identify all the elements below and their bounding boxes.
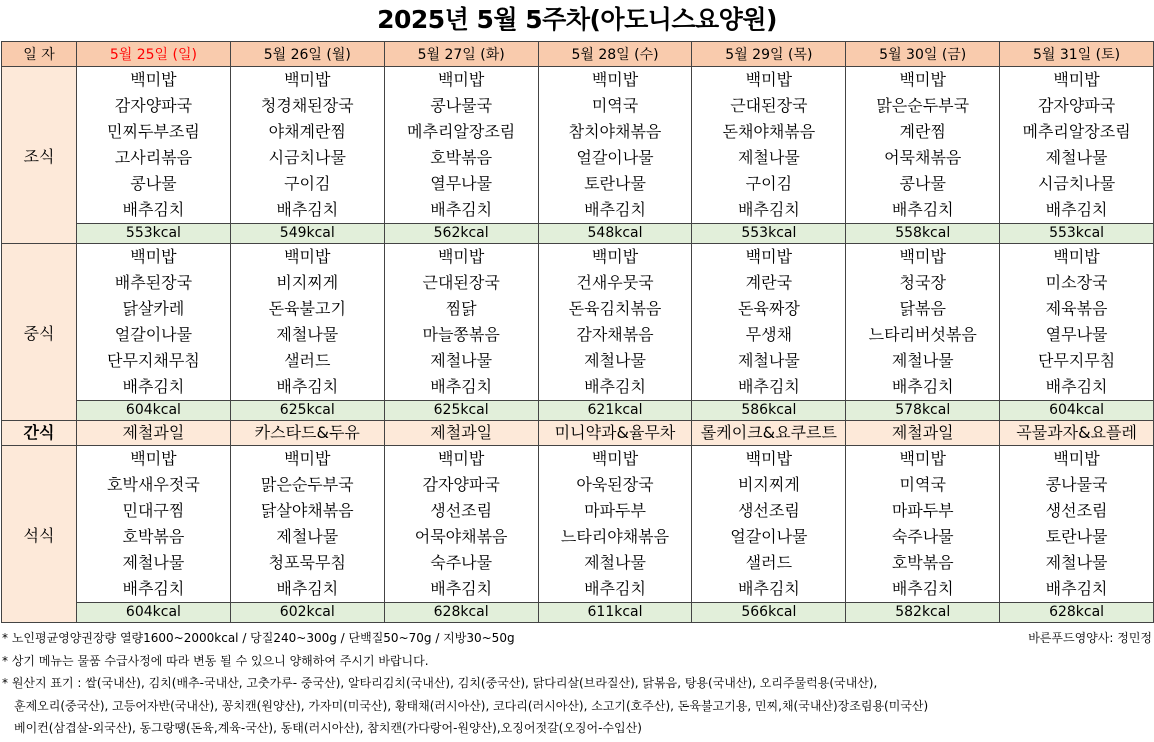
- snack-row: [2, 421, 1154, 446]
- menu-item: 백미밥: [284, 449, 331, 468]
- menu-item: 제철나물: [430, 351, 493, 370]
- menu-item: 찜닭: [445, 299, 477, 318]
- menu-item: 배추김치: [430, 579, 493, 598]
- menu-item: 야채계란찜: [268, 122, 346, 141]
- menu-item: 계란찜: [899, 122, 946, 141]
- menu-item: 느타리버섯볶음: [868, 325, 977, 344]
- menu-item: 호박볶음: [122, 527, 185, 546]
- menu-item: 배추김치: [737, 200, 800, 219]
- menu-item: 느타리야채볶음: [560, 527, 670, 546]
- menu-item: 백미밥: [130, 247, 177, 266]
- nutritionist-name: 바른푸드영양사: 정민정: [1028, 631, 1152, 645]
- menu-item: 마파두부: [584, 501, 646, 520]
- menu-item: 콩나물: [899, 174, 946, 193]
- lunch-kcal-1: 625kcal: [230, 401, 384, 421]
- lunch-kcal-0: 604kcal: [77, 401, 231, 421]
- lunch-kcal-6: 604kcal: [1000, 401, 1154, 421]
- menu-item: 배추김치: [122, 579, 185, 598]
- menu-item: 민찌두부조림: [107, 122, 200, 141]
- origin-note-line-3: 베이컨(삼겹살-외국산), 동그랑땡(돈육,계육-국산), 동태(러시아산), 참치캔(가다랑어-원양산),오징어젓갈(오징어-수입산): [14, 721, 642, 735]
- menu-item: 백미밥: [284, 70, 331, 89]
- dinner-day-6: [1000, 446, 1154, 603]
- dinner-label: 석식: [2, 446, 77, 623]
- lunch-day-4: [692, 244, 846, 401]
- menu-item: 배추김치: [276, 579, 339, 598]
- lunch-day-2: [384, 244, 538, 401]
- lunch-day-1: [230, 244, 384, 401]
- dinner-kcal-1: 602kcal: [230, 603, 384, 623]
- menu-item: 샐러드: [284, 351, 331, 370]
- date-header-0: 5월 25일 (일): [77, 42, 231, 67]
- menu-item: 감자양파국: [114, 96, 193, 115]
- menu-item: 돈채야채볶음: [722, 122, 816, 141]
- menu-item: 청포묵무침: [268, 553, 346, 572]
- menu-item: 제철나물: [891, 351, 954, 370]
- menu-item: 근대된장국: [422, 273, 500, 292]
- menu-item: 제철나물: [1045, 148, 1108, 167]
- nutrition-note: * 노인평균영양권장량 열량1600~2000kcal / 당질240~300g / 단백질50~70g / 지방30~50g: [2, 631, 515, 645]
- menu-item: 미소장국: [1045, 273, 1108, 292]
- breakfast-day-6: [1000, 67, 1154, 224]
- menu-item: 생선조림: [1045, 501, 1108, 520]
- menu-item: 어묵채볶음: [884, 148, 962, 167]
- dinner-kcal-4: 566kcal: [692, 603, 846, 623]
- date-header-1: 5월 26일 (월): [230, 42, 384, 67]
- menu-item: 청국장: [899, 273, 946, 292]
- menu-item: 배추김치: [276, 377, 339, 396]
- menu-item: 건새우뭇국: [576, 273, 654, 292]
- change-notice: * 상기 메뉴는 물품 수급사정에 따라 변동 될 수 있으니 양해하여 주시기 바랍니다.: [2, 653, 429, 668]
- date-header-5: 5월 30일 (금): [846, 42, 1000, 67]
- snack-day-6: 곡물과자&요플레: [1000, 421, 1154, 446]
- menu-item: 아욱된장국: [576, 475, 654, 494]
- snack-day-2: 제철과일: [384, 421, 538, 446]
- menu-item: 백미밥: [745, 247, 793, 266]
- lunch-day-0: [77, 244, 231, 401]
- menu-item: 백미밥: [745, 449, 793, 468]
- menu-item: 배추김치: [737, 377, 800, 396]
- menu-item: 메추리알장조림: [1022, 122, 1131, 141]
- menu-item: 돈육짜장: [737, 299, 800, 318]
- menu-item: 무생채: [745, 325, 793, 344]
- menu-item: 제철나물: [584, 553, 646, 572]
- breakfast-kcal-row: [2, 224, 1154, 244]
- lunch-kcal-4: 586kcal: [692, 401, 846, 421]
- dinner-day-2: [384, 446, 538, 603]
- dinner-kcal-6: 628kcal: [1000, 603, 1154, 623]
- menu-item: 생선조림: [737, 501, 800, 520]
- dinner-kcal-2: 628kcal: [384, 603, 538, 623]
- menu-item: 시금치나물: [1037, 174, 1116, 193]
- menu-item: 얼갈이나물: [576, 148, 654, 167]
- menu-item: 제철나물: [276, 325, 339, 344]
- breakfast-day-0: [77, 67, 231, 224]
- breakfast-label: 조식: [2, 67, 77, 244]
- dinner-day-5: [846, 446, 1000, 603]
- menu-item: 백미밥: [591, 70, 639, 89]
- menu-item: 백미밥: [1053, 70, 1100, 89]
- dinner-day-4: [692, 446, 846, 603]
- menu-item: 감자채볶음: [576, 325, 654, 344]
- menu-item: 백미밥: [591, 247, 639, 266]
- menu-item: 배추김치: [122, 377, 185, 396]
- date-header-3: 5월 28일 (수): [538, 42, 692, 67]
- notes-section: [2, 627, 1152, 740]
- menu-item: 비지찌게: [276, 273, 339, 292]
- menu-item: 배추김치: [1045, 200, 1108, 219]
- snack-day-4: 롤케이크&요쿠르트: [692, 421, 846, 446]
- menu-item: 콩나물국: [1045, 475, 1108, 494]
- lunch-kcal-3: 621kcal: [538, 401, 692, 421]
- snack-day-3: 미니약과&율무차: [538, 421, 692, 446]
- snack-label: 간식: [2, 421, 77, 446]
- lunch-day-5: [846, 244, 1000, 401]
- menu-item: 구이김: [745, 174, 793, 193]
- menu-item: 닭살야채볶음: [260, 501, 354, 520]
- menu-item: 백미밥: [1053, 247, 1100, 266]
- lunch-day-6: [1000, 244, 1154, 401]
- menu-item: 청경채된장국: [260, 96, 354, 115]
- menu-item: 어묵야채볶음: [414, 527, 508, 546]
- menu-item: 배추김치: [430, 200, 493, 219]
- breakfast-kcal-3: 548kcal: [538, 224, 692, 244]
- breakfast-day-5: [846, 67, 1000, 224]
- date-header-2: 5월 27일 (화): [384, 42, 538, 67]
- menu-item: 닭볶음: [899, 299, 946, 318]
- lunch-kcal-2: 625kcal: [384, 401, 538, 421]
- menu-item: 백미밥: [899, 247, 946, 266]
- menu-item: 닭살카레: [122, 299, 185, 318]
- menu-item: 콩나물국: [430, 96, 493, 115]
- page-title: 2025년 5월 5주차(아도니스요양원): [377, 5, 777, 34]
- breakfast-kcal-1: 549kcal: [230, 224, 384, 244]
- origin-note-line-2: 훈제오리(중국산), 고등어자반(국내산), 꽁치캔(원양산), 가자미(미국산), 황태채(러시아산), 코다리(러시아산), 소고기(호주산), 돈육불고기용, 민찌,채(국내산)장조림용(미국산): [14, 698, 929, 713]
- breakfast-day-1: [230, 67, 384, 224]
- breakfast-day-2: [384, 67, 538, 224]
- menu-item: 단무지채무침: [107, 351, 200, 370]
- menu-item: 계란국: [745, 273, 793, 292]
- dinner-day-1: [230, 446, 384, 603]
- menu-item: 미역국: [899, 475, 946, 494]
- menu-item: 제철나물: [737, 351, 800, 370]
- breakfast-kcal-5: 558kcal: [846, 224, 1000, 244]
- menu-item: 생선조림: [430, 501, 493, 520]
- menu-item: 배추김치: [584, 579, 646, 598]
- menu-item: 배추김치: [122, 200, 185, 219]
- menu-item: 맑은순두부국: [260, 475, 354, 494]
- date-header-6: 5월 31일 (토): [1000, 42, 1154, 67]
- menu-item: 숙주나물: [891, 527, 954, 546]
- menu-item: 돈육불고기: [268, 299, 346, 318]
- menu-item: 제철나물: [122, 553, 185, 572]
- menu-item: 배추김치: [891, 200, 954, 219]
- menu-item: 배추김치: [891, 579, 954, 598]
- menu-item: 백미밥: [284, 247, 331, 266]
- menu-item: 토란나물: [584, 174, 646, 193]
- menu-item: 단무지무침: [1037, 351, 1116, 370]
- origin-note-line-1: * 원산지 표기 : 쌀(국내산), 김치(배추-국내산, 고춧가루- 중국산), 알타리김치(국내산), 김치(중국산), 닭다리살(브라질산), 닭볶음, 탕용(국내산), 오리주물럭용(국내산),: [2, 676, 878, 690]
- menu-item: 백미밥: [437, 247, 485, 266]
- breakfast-kcal-2: 562kcal: [384, 224, 538, 244]
- menu-item: 감자양파국: [422, 475, 500, 494]
- menu-item: 제철나물: [1045, 553, 1108, 572]
- dinner-row: [2, 446, 1154, 603]
- date-header-4: 5월 29일 (목): [692, 42, 846, 67]
- lunch-row: [2, 244, 1154, 401]
- menu-item: 열무나물: [430, 174, 493, 193]
- menu-item: 마늘쫑볶음: [422, 325, 500, 344]
- breakfast-day-3: [538, 67, 692, 224]
- menu-item: 백미밥: [899, 449, 946, 468]
- menu-item: 백미밥: [745, 70, 793, 89]
- menu-item: 배추김치: [1045, 377, 1108, 396]
- breakfast-kcal-0: 553kcal: [77, 224, 231, 244]
- menu-item: 백미밥: [437, 449, 485, 468]
- menu-item: 샐러드: [745, 553, 793, 572]
- menu-item: 배추김치: [891, 377, 954, 396]
- dinner-day-3: [538, 446, 692, 603]
- breakfast-kcal-4: 553kcal: [692, 224, 846, 244]
- menu-item: 참치야채볶음: [568, 122, 662, 141]
- weekly-menu-table: [1, 41, 1154, 623]
- menu-item: 민대구찜: [122, 501, 185, 520]
- lunch-day-3: [538, 244, 692, 401]
- dinner-kcal-5: 582kcal: [846, 603, 1000, 623]
- menu-item: 구이김: [284, 174, 331, 193]
- menu-item: 제육볶음: [1045, 299, 1108, 318]
- menu-item: 배추김치: [584, 377, 646, 396]
- menu-item: 호박볶음: [430, 148, 493, 167]
- menu-item: 호박새우젓국: [107, 475, 200, 494]
- menu-item: 콩나물: [130, 174, 177, 193]
- menu-item: 토란나물: [1045, 527, 1108, 546]
- dinner-kcal-0: 604kcal: [77, 603, 231, 623]
- dinner-kcal-3: 611kcal: [538, 603, 692, 623]
- breakfast-kcal-6: 553kcal: [1000, 224, 1154, 244]
- menu-item: 호박볶음: [891, 553, 954, 572]
- menu-item: 백미밥: [437, 70, 485, 89]
- menu-item: 배추김치: [1045, 579, 1108, 598]
- menu-item: 비지찌게: [737, 475, 800, 494]
- menu-item: 배추된장국: [114, 273, 193, 292]
- menu-item: 제철나물: [276, 527, 339, 546]
- menu-item: 백미밥: [899, 70, 946, 89]
- lunch-kcal-row: [2, 401, 1154, 421]
- menu-item: 백미밥: [591, 449, 639, 468]
- menu-item: 열무나물: [1045, 325, 1108, 344]
- dinner-day-0: [77, 446, 231, 603]
- menu-item: 시금치나물: [268, 148, 346, 167]
- menu-item: 배추김치: [430, 377, 493, 396]
- menu-item: 메추리알장조림: [407, 122, 516, 141]
- lunch-label: 중식: [2, 244, 77, 421]
- menu-item: 마파두부: [891, 501, 954, 520]
- menu-item: 제철나물: [737, 148, 800, 167]
- lunch-kcal-5: 578kcal: [846, 401, 1000, 421]
- menu-item: 배추김치: [584, 200, 646, 219]
- snack-day-0: 제철과일: [77, 421, 231, 446]
- menu-item: 백미밥: [1053, 449, 1100, 468]
- menu-item: 감자양파국: [1037, 96, 1116, 115]
- header-row: [2, 42, 1154, 67]
- menu-item: 미역국: [591, 96, 639, 115]
- menu-item: 근대된장국: [730, 96, 808, 115]
- menu-item: 배추김치: [737, 579, 800, 598]
- menu-item: 고사리볶음: [114, 148, 193, 167]
- menu-item: 숙주나물: [430, 553, 493, 572]
- dinner-kcal-row: [2, 603, 1154, 623]
- breakfast-day-4: [692, 67, 846, 224]
- menu-item: 얼갈이나물: [730, 527, 808, 546]
- menu-item: 백미밥: [130, 70, 177, 89]
- menu-item: 백미밥: [130, 449, 177, 468]
- breakfast-row: [2, 67, 1154, 224]
- snack-day-5: 제철과일: [846, 421, 1000, 446]
- menu-item: 돈육김치볶음: [568, 299, 662, 318]
- menu-item: 제철나물: [584, 351, 646, 370]
- date-header-label: 일 자: [2, 42, 77, 67]
- menu-item: 맑은순두부국: [876, 96, 970, 115]
- menu-item: 배추김치: [276, 200, 339, 219]
- menu-item: 얼갈이나물: [114, 325, 193, 344]
- snack-day-1: 카스타드&두유: [230, 421, 384, 446]
